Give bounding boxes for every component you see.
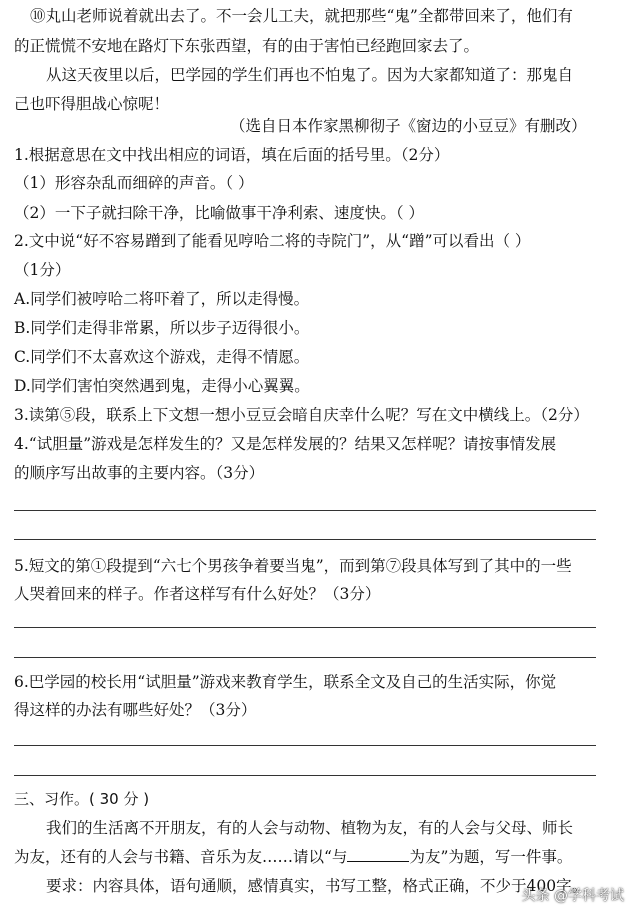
question-6-line1: 6.巴学园的校长用“试胆量”游戏来教育学生，联系全文及自己的生活实际，你觉: [14, 673, 557, 691]
composition-prompt-line2: [14, 847, 626, 867]
passage-p10-line2: 的正慌慌不安地在路灯下东张西望，有的由于害怕已经跑回家去了。: [14, 37, 480, 55]
answer-line: [14, 657, 596, 658]
question-2-line1: 2.文中说“好不容易蹭到了能看见哼哈二将的寺院门”，从“蹭”可以看出（ ）: [14, 232, 531, 250]
passage-p11-line1: 从这天夜里以后，巴学园的学生们再也不怕鬼了。因为大家都知道了：那鬼自: [46, 66, 574, 84]
passage-p10-line1: ⑩丸山老师说着就出去了。不一会儿工夫，就把那些“鬼”全都带回来了，他们有: [30, 7, 573, 25]
question-5-line2: 人哭着回来的样子。作者这样写有什么好处？（3分）: [14, 585, 381, 603]
composition-requirements: 要求：内容具体，语句通顺，感情真实，书写工整，格式正确，不少于400字。: [46, 877, 588, 895]
answer-line: [14, 627, 596, 628]
question-2-option-b: B.同学们走得非常累，所以步子迈得很小。: [14, 319, 310, 337]
answer-line: [14, 775, 596, 776]
answer-line: [14, 539, 596, 540]
watermark: 头条 @学科考试: [521, 888, 624, 904]
question-2-option-a: A.同学们被哼哈二将吓着了，所以走得慢。: [14, 290, 310, 308]
question-1-item-1: （1）形容杂乱而细碎的声音。（ ）: [14, 174, 254, 192]
question-1-item-2: （2）一下子就扫除干净，比喻做事干净利索、速度快。（ ）: [14, 204, 425, 222]
composition-prompt-line1: 我们的生活离不开朋友，有的人会与动物、植物为友，有的人会与父母、师长: [46, 819, 574, 837]
question-2-line2: （1分）: [14, 261, 71, 279]
answer-line: [14, 745, 596, 746]
passage-source: （选自日本作家黑柳彻子《窗边的小豆豆》有删改）: [230, 117, 587, 135]
composition-prompt-pre: 为友，还有的人会与书籍、音乐为友……请以“与: [14, 848, 348, 866]
title-blank: [347, 847, 409, 862]
question-2-option-c: C.同学们不太喜欢这个游戏，走得不情愿。: [14, 348, 310, 366]
passage-p11-line2: 己也吓得胆战心惊呢！: [14, 95, 170, 113]
question-1: 1.根据意思在文中找出相应的词语，填在后面的括号里。（2分）: [14, 146, 450, 164]
composition-heading: 三、习作。( 30 分 ): [14, 790, 150, 808]
question-5-line1: 5.短文的第①段提到“六七个男孩争着要当鬼”，而到第⑦段具体写到了其中的一些: [14, 557, 572, 575]
question-4-line2: 的顺序写出故事的主要内容。（3分）: [14, 464, 265, 482]
question-6-line2: 得这样的办法有哪些好处？（3分）: [14, 701, 257, 719]
question-3: 3.读第⑤段，联系上下文想一想小豆豆会暗自庆幸什么呢？写在文中横线上。（2分）: [14, 406, 589, 424]
composition-prompt-post: 为友”为题，写一件事。: [409, 848, 573, 866]
question-4-line1: 4.“试胆量”游戏是怎样发生的？又是怎样发展的？结果又怎样呢？请按事情发展: [14, 435, 557, 453]
answer-line: [14, 510, 596, 511]
question-2-option-d: D.同学们害怕突然遇到鬼，走得小心翼翼。: [14, 377, 310, 395]
